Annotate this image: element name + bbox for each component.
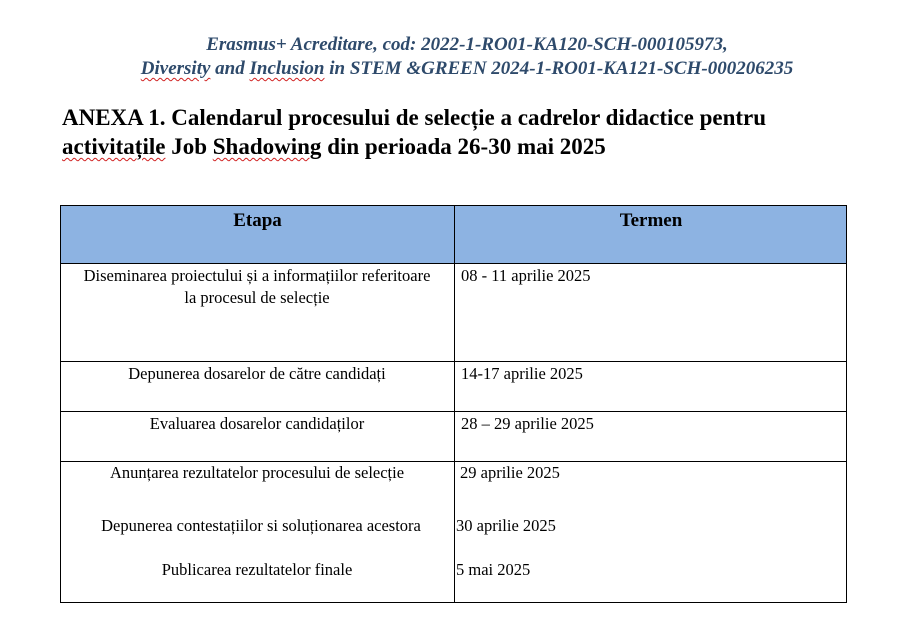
title-activitatile: activitațile bbox=[62, 134, 166, 159]
row-4-etapa: Anunțarea rezultatelor procesului de selecție bbox=[109, 463, 405, 482]
row-4-termen: 29 aprilie 2025 bbox=[460, 463, 560, 482]
header-etapa: Etapa bbox=[60, 205, 455, 264]
row-6-etapa: Publicarea rezultatelor finale bbox=[161, 560, 353, 579]
row-1-etapa: Diseminarea proiectului și a informațiilor referitoare la procesul de selecție bbox=[83, 266, 431, 307]
title-period: din perioada 26-30 mai 2025 bbox=[321, 134, 606, 159]
row-divider bbox=[60, 411, 847, 412]
header-project-code: in STEM &GREEN 2024-1-RO01-KA121-SCH-000206235 bbox=[324, 58, 794, 79]
row-divider bbox=[60, 263, 847, 264]
header-termen: Termen bbox=[455, 205, 847, 264]
selection-calendar-table bbox=[60, 205, 847, 603]
document-title-line-2 bbox=[62, 134, 606, 160]
row-6-termen: 5 mai 2025 bbox=[456, 560, 531, 579]
row-3-etapa: Evaluarea dosarelor candidaților bbox=[149, 414, 365, 433]
header-and: and bbox=[210, 58, 250, 79]
row-5-termen: 30 aprilie 2025 bbox=[456, 516, 556, 535]
header-line-2 bbox=[16, 58, 902, 80]
row-5-etapa: Depunerea contestațiilor si soluționarea acestora bbox=[101, 516, 421, 535]
row-2-termen: 14-17 aprilie 2025 bbox=[461, 364, 583, 383]
header-inclusion: Inclusion bbox=[249, 58, 325, 79]
header-diversity: Diversity bbox=[140, 58, 211, 79]
header-line-1: Erasmus+ Acreditare, cod: 2022-1-RO01-KA120-SCH-000105973, bbox=[206, 34, 728, 55]
row-2-etapa: Depunerea dosarelor de către candidați bbox=[128, 364, 386, 383]
title-shadowing: Shadowing bbox=[212, 134, 322, 159]
row-divider bbox=[60, 361, 847, 362]
title-job: Job bbox=[165, 134, 213, 159]
row-3-termen: 28 – 29 aprilie 2025 bbox=[461, 414, 594, 433]
document-title-line-1: ANEXA 1. Calendarul procesului de selecție a cadrelor didactice pentru bbox=[62, 105, 767, 130]
column-divider bbox=[454, 205, 455, 603]
row-1-termen: 08 - 11 aprilie 2025 bbox=[461, 266, 591, 285]
